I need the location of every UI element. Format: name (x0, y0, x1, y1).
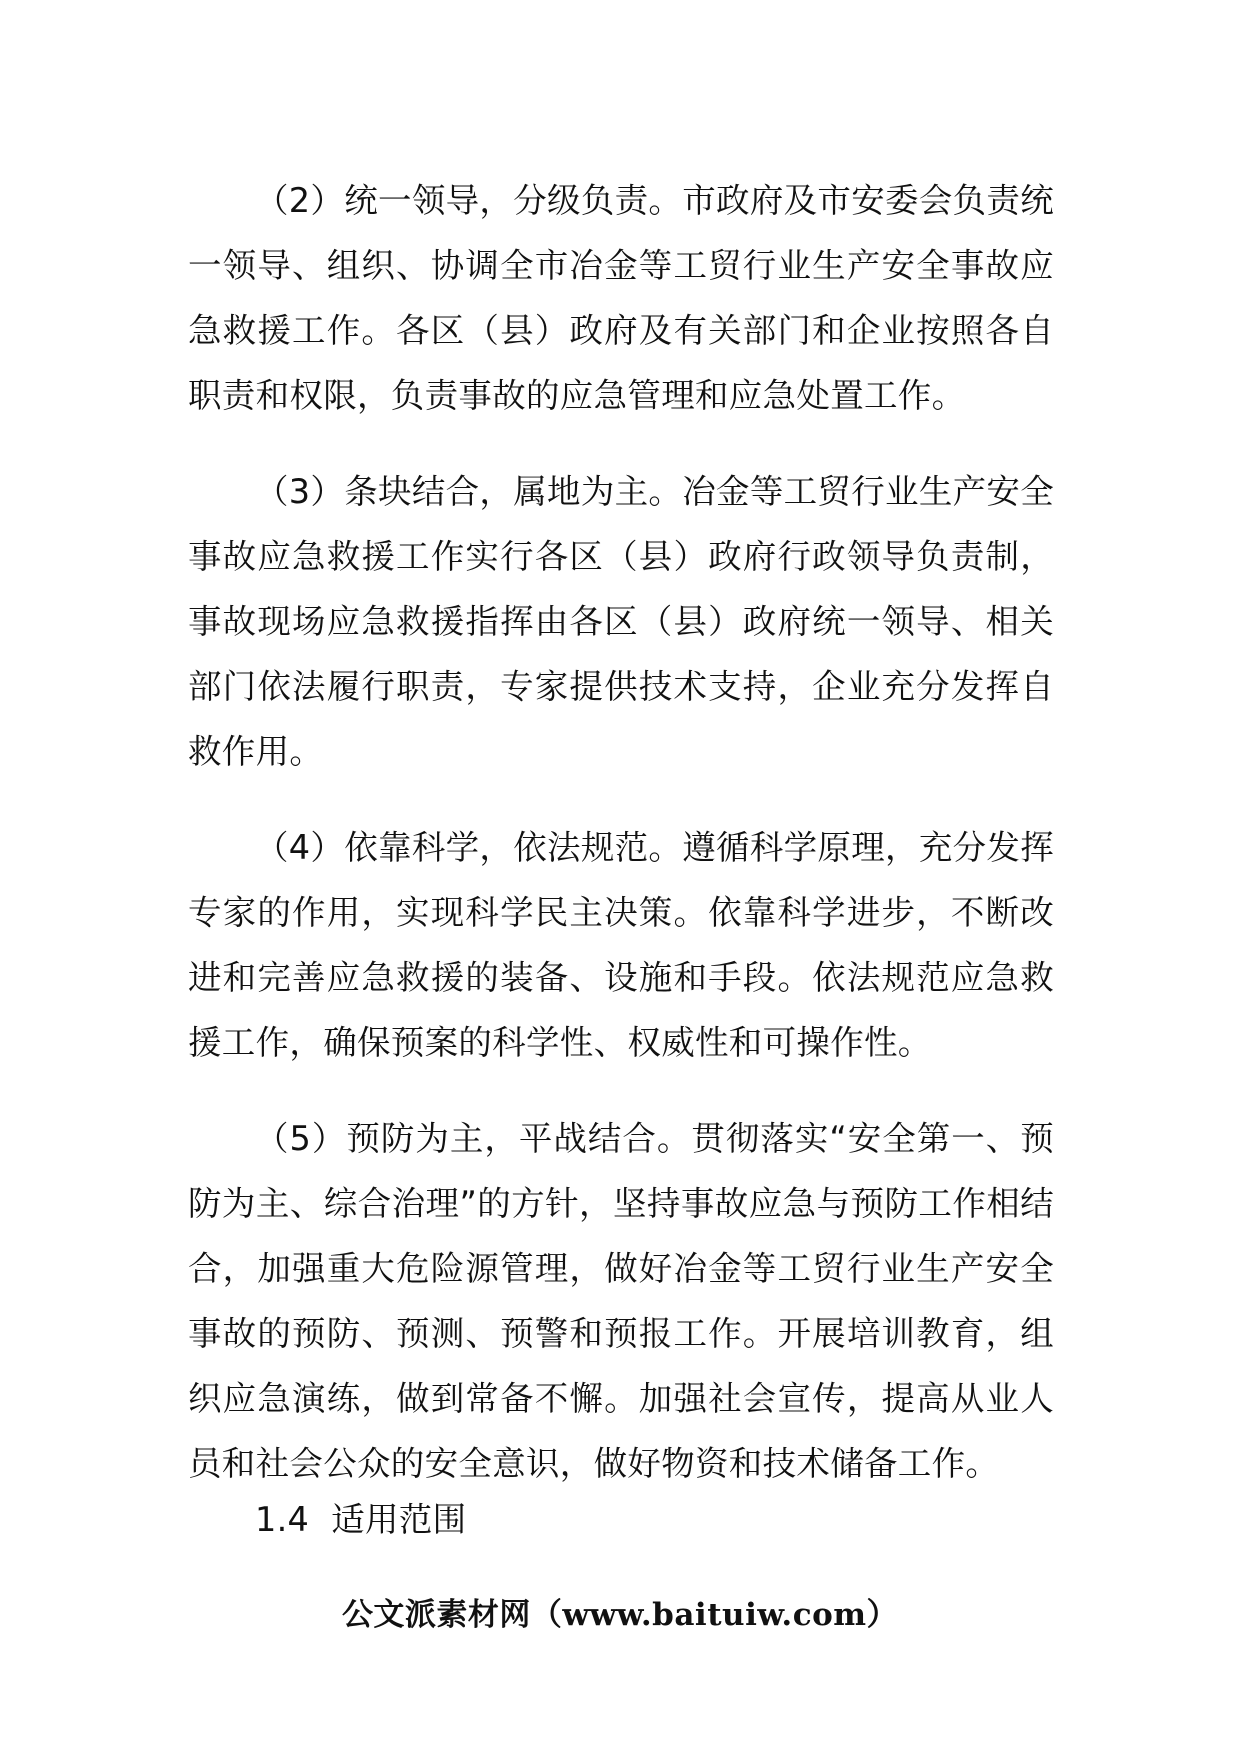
paragraph-principle-5: （5）预防为主，平战结合。贯彻落实“安全第一、预防为主、综合治理”的方针，坚持事故应急与预防工作相结合，加强重大危险源管理，做好冶金等工贸行业生产安全事故的预防、预测、预警和预报工作。开展培训教育，组织应急演练，做到常备不懈。加强社会宣传，提高从业人员和社会公众的安全意识，做好物资和技术储备工作。 (188, 1119, 1054, 1483)
section-title: 适用范围 (331, 1500, 467, 1539)
paragraph-principle-3: （3）条块结合，属地为主。冶金等工贸行业生产安全事故应急救援工作实行各区（县）政府行政领导负责制，事故现场应急救援指挥由各区（县）政府统一领导、相关部门依法履行职责，专家提供技术支持，企业充分发挥自救作用。 (188, 472, 1055, 771)
section-heading-scope (255, 1495, 466, 1545)
document-body (188, 168, 1054, 1527)
section-number: 1.4 (255, 1500, 310, 1539)
footer-watermark-text: 公文派素材网（www.baituiw.com） (341, 1597, 899, 1633)
paragraph-principle-2: （2）统一领导，分级负责。市政府及市安委会负责统一领导、组织、协调全市冶金等工贸行业生产安全事故应急救援工作。各区（县）政府及有关部门和企业按照各自职责和权限，负责事故的应急管理和应急处置工作。 (188, 181, 1055, 415)
paragraph-principle-4: （4）依靠科学，依法规范。遵循科学原理，充分发挥专家的作用，实现科学民主决策。依靠科学进步，不断改进和完善应急救援的装备、设施和手段。依法规范应急救援工作，确保预案的科学性、权威性和可操作性。 (188, 828, 1055, 1062)
